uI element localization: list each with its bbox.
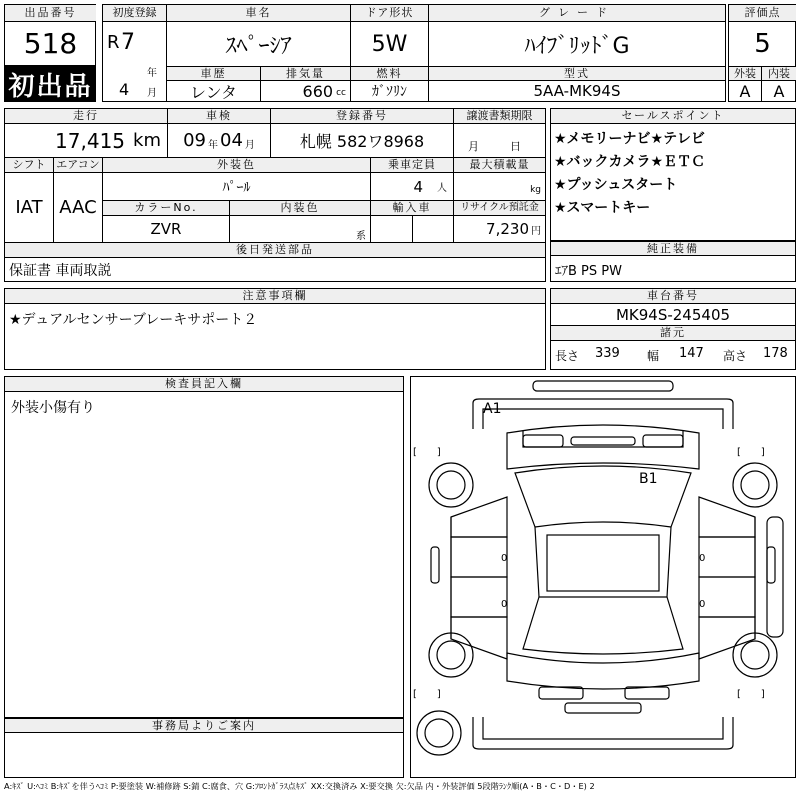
year-unit: 年	[147, 68, 157, 79]
inspector-box	[4, 376, 404, 718]
grade-label: グレード	[429, 5, 725, 22]
equipment-label: 純正装備	[551, 241, 795, 256]
plate-label: 登録番号	[271, 109, 454, 124]
notes-label: 注意事項欄	[5, 289, 545, 304]
office-label: 事務局よりご案内	[5, 718, 403, 733]
fuel-label: 燃料	[351, 67, 429, 81]
chassis-box	[550, 288, 796, 370]
ext-color-value: ﾊﾟｰﾙ	[103, 173, 371, 201]
inspector-label: 検査員記入欄	[5, 377, 403, 392]
transfer-label: 譲渡書類期限	[454, 109, 545, 124]
inspection-year-unit: 年	[208, 140, 218, 151]
sales-points-box	[550, 108, 796, 241]
sales-point-item: ★プッシュスタート	[554, 177, 678, 193]
zero-marker: 0	[699, 599, 706, 610]
aircon-label: エアコン	[54, 158, 103, 173]
zero-marker: 0	[699, 553, 706, 564]
later-parts-value: 保証書 車両取説	[9, 262, 112, 279]
car-diagram	[410, 376, 796, 778]
history-label: 車歴	[167, 67, 261, 81]
color-no-value: ZVR	[103, 216, 230, 243]
interior-label: 内装	[762, 67, 796, 81]
ext-color-label: 外装色	[103, 158, 371, 173]
height-label: 高さ	[723, 349, 748, 363]
first-reg-value	[103, 22, 167, 101]
recycle-label: リサイクル預託金	[454, 201, 545, 216]
interior-value: A	[773, 81, 785, 101]
car-name-label: 車名	[167, 5, 351, 22]
inspection-month: 04	[220, 130, 243, 151]
recycle-unit: 円	[531, 225, 541, 237]
legend: A:ｷｽﾞ U:ﾍｺﾐ B:ｷｽﾞを伴うﾍｺﾐ P:要塗装 W:補修跡 S:錆 C:腐食、穴 G:ﾌﾛﾝﾄｶﾞﾗｽ点ｷｽﾞ XX:交換済み X:要交換 欠:欠品 内・外装評価 5段階ﾗﾝｸ順(A・B・C・D・E) 2	[4, 781, 595, 791]
details-grid	[4, 108, 546, 282]
first-reg-label: 初度登録	[103, 5, 167, 22]
office-box	[4, 718, 404, 778]
load-unit: kg	[530, 185, 541, 195]
notes-box	[4, 288, 546, 370]
chassis-value: MK94S-245405	[551, 304, 795, 326]
sales-point-item: ★バックカメラ★ＥＴＣ	[554, 154, 706, 170]
sales-points-label: セールスポイント	[551, 109, 795, 124]
sales-point-item: ★メモリーナビ★テレビ	[554, 131, 705, 147]
displacement-cell	[261, 81, 351, 101]
transfer-day-unit: 日	[510, 140, 521, 153]
era-letter: R	[107, 32, 120, 53]
recycle-cell	[454, 216, 545, 243]
lot-box	[4, 4, 96, 102]
damage-mark: B1	[639, 471, 658, 487]
mileage-unit: km	[133, 130, 161, 151]
dims-row	[551, 343, 795, 367]
first-listing-badge: 初出品	[5, 66, 96, 102]
bracket-marker: [ ]	[413, 689, 441, 700]
exterior-label: 外装	[729, 67, 762, 81]
fuel-value: ｶﾞｿﾘﾝ	[351, 81, 429, 101]
bracket-marker: [ ]	[413, 447, 441, 458]
mileage-label: 走行	[5, 109, 168, 124]
score-label: 評価点	[729, 5, 796, 22]
aircon-value: AAC	[54, 173, 103, 243]
displacement-unit: cc	[336, 88, 346, 98]
transfer-month-unit: 月	[468, 140, 479, 153]
model-label: 型式	[429, 67, 725, 81]
capacity-value: 4	[413, 177, 423, 196]
height-value: 178	[763, 346, 788, 361]
color-no-label: カラーNo.	[103, 201, 230, 216]
length-label: 長さ	[555, 349, 580, 363]
capacity-unit: 人	[437, 183, 447, 194]
import-label: 輸入車	[371, 201, 454, 216]
inspection-cell	[168, 124, 271, 158]
vehicle-header	[102, 4, 726, 102]
capacity-label: 乗車定員	[371, 158, 454, 173]
plate-value: 札幌 582ワ8968	[271, 124, 454, 158]
inspection-month-unit: 月	[244, 140, 255, 151]
notes-value: ★デュアルセンサーブレーキサポート２	[9, 312, 258, 328]
int-color-cell	[230, 216, 371, 243]
capacity-cell	[371, 173, 454, 201]
door-value: 5W	[351, 22, 429, 67]
transfer-value	[454, 124, 545, 158]
shift-label: シフト	[5, 158, 54, 173]
inspection-year: 09	[183, 130, 206, 151]
inspector-value: 外装小傷有り	[11, 400, 95, 416]
score-box	[728, 4, 796, 102]
car-outline-diagram	[411, 377, 795, 777]
load-cell	[454, 173, 545, 201]
zero-marker: 0	[501, 599, 508, 610]
length-value: 339	[595, 346, 620, 361]
displacement-label: 排気量	[261, 67, 351, 81]
recycle-value: 7,230	[486, 220, 529, 238]
load-label: 最大積載量	[454, 158, 545, 173]
door-label: ドア形状	[351, 5, 429, 22]
bracket-marker: [ ]	[737, 447, 765, 458]
chassis-label: 車台番号	[551, 289, 795, 304]
lot-label: 出品番号	[5, 5, 96, 22]
model-value: 5AA-MK94S	[533, 82, 621, 100]
mileage-cell	[5, 124, 168, 158]
equipment-value: ｴｱB PS PW	[555, 264, 622, 279]
int-color-unit: 系	[356, 231, 366, 242]
width-value: 147	[679, 346, 704, 361]
inspection-label: 車検	[168, 109, 271, 124]
grade-value: ﾊｲﾌﾞﾘｯﾄﾞG	[429, 22, 725, 67]
history-value: レンタ	[167, 81, 261, 101]
month-value: 4	[119, 80, 130, 99]
shift-value: IAT	[5, 173, 54, 243]
bracket-marker: [ ]	[737, 689, 765, 700]
int-color-label: 内装色	[230, 201, 371, 216]
lot-number: 518	[5, 22, 96, 66]
month-unit: 月	[147, 88, 157, 99]
score-value: 5	[729, 22, 796, 67]
year-value: 7	[121, 30, 135, 55]
equipment-box	[550, 241, 796, 282]
later-parts-label: 後日発送部品	[5, 243, 545, 258]
displacement-value: 660	[302, 81, 334, 101]
car-name: ｽﾍﾟｰｼｱ	[167, 22, 351, 67]
import-value	[371, 216, 454, 243]
zero-marker: 0	[501, 553, 508, 564]
exterior-value: A	[729, 81, 762, 101]
damage-mark: A1	[483, 401, 502, 417]
dims-label: 諸元	[551, 326, 795, 341]
width-label: 幅	[647, 349, 660, 363]
mileage-value: 17,415	[55, 128, 126, 153]
sales-point-item: ★スマートキー	[554, 200, 651, 216]
